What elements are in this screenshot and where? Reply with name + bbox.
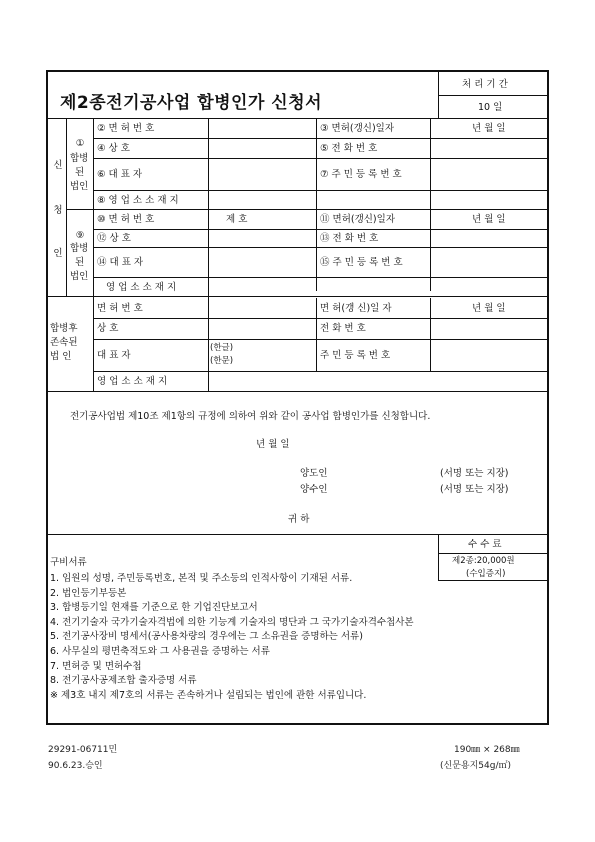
- document-item: 4. 전기기술자 국가기술자격법에 의한 기능계 기술자의 명단과 그 국가기술자격수첩사본: [50, 616, 414, 628]
- footer-size: 190㎜ × 268㎜: [454, 745, 520, 755]
- firm2-address-label: 영 업 소 소 재 지: [106, 282, 177, 293]
- firm1-row-line-2: [93, 158, 547, 159]
- applicant-label-1: 신: [53, 160, 63, 171]
- firm2-row-line-3: [93, 277, 547, 278]
- document-item: 5. 전기공사장비 명세서(공사용차량의 경우에는 그 소유권을 증명하는 서류): [50, 631, 363, 643]
- title-divider: [48, 118, 547, 119]
- mid-col-divider-b: [316, 298, 317, 371]
- right-col-divider-a: [430, 118, 431, 291]
- surviving-label-3: 법 인: [50, 351, 72, 362]
- surv-address-label: 영 업 소 소 재 지: [97, 376, 168, 387]
- document-item: 8. 전기공사공제조합 출자증명 서류: [50, 675, 197, 687]
- surv-rep-hangul[interactable]: (한글): [210, 343, 234, 353]
- surv-license-date-label: 면 허(갱 신)일 자: [320, 303, 392, 314]
- statement-text: 전기공사업법 제10조 제1항의 규정에 의하여 위와 같이 공사업 합병인가를 신청합니다.: [70, 411, 431, 422]
- surv-phone-label: 전 화 번 호: [320, 323, 366, 334]
- firm2-license-date-label: ⑪ 면허(갱신)일자: [320, 214, 395, 225]
- surv-reg-no-label: 주 민 등 록 번 호: [320, 350, 391, 361]
- surv-license-date-value[interactable]: 년 월 일: [472, 303, 506, 314]
- firm1-label-3: 법인: [70, 181, 89, 192]
- firm1-label-2: 된: [75, 167, 85, 178]
- surv-row-line-1: [93, 318, 547, 319]
- document-item: 2. 법인등기부등본: [50, 587, 127, 599]
- firm1-address-label: ⑧ 영 업 소 소 재 지: [97, 195, 179, 206]
- firm2-license-no-value[interactable]: 제 호: [226, 214, 248, 225]
- surviving-label-2: 존속된: [50, 337, 78, 348]
- fee-box-bottom: [438, 580, 547, 581]
- recipient-label: 귀 하: [288, 514, 310, 525]
- transferee-sign-note[interactable]: (서명 또는 지장): [440, 484, 509, 495]
- surv-license-no-label: 면 허 번 호: [97, 303, 143, 314]
- firm2-reg-no-label: ⑮ 주 민 등 록 번 호: [320, 257, 403, 268]
- firm2-license-date-value[interactable]: 년 월 일: [472, 214, 506, 225]
- firm2-row-line-1: [93, 229, 547, 230]
- document-item: 3. 합병등기일 현재를 기준으로 한 기업진단보고서: [50, 602, 258, 614]
- transferor-label: 양도인: [300, 468, 328, 479]
- surv-trade-name-label: 상 호: [97, 323, 119, 334]
- surviving-bottom-line: [48, 391, 547, 392]
- firm1-row-line-3: [93, 190, 547, 191]
- surviving-label-1: 합병후: [50, 323, 78, 334]
- firm1-license-no-label: ② 면 허 번 호: [97, 123, 155, 134]
- footer-approval: 90.6.23.승인: [48, 761, 103, 771]
- firm1-reg-no-label: ⑦ 주 민 등 록 번 호: [320, 169, 402, 180]
- fee-box-divider: [438, 534, 439, 580]
- document-item: 7. 면허증 및 면허수첩: [50, 660, 142, 672]
- applicant-col-divider: [66, 118, 67, 296]
- date-line[interactable]: 년 월 일: [256, 439, 290, 450]
- surv-representative-label: 대 표 자: [97, 350, 131, 361]
- firm2-phone-label: ⑬ 전 화 번 호: [320, 233, 379, 244]
- firm2-label-1: 합병: [70, 243, 89, 254]
- firm2-num: ⑨: [75, 230, 85, 241]
- fee-amount: 제2종:20,000원: [452, 556, 515, 566]
- processing-label: 처 리 기 간: [462, 79, 508, 90]
- surv-row-line-2: [93, 339, 547, 340]
- firm2-label-2: 된: [75, 257, 85, 268]
- firm2-row-line-2: [93, 247, 547, 248]
- surv-rep-hanja[interactable]: (한문): [210, 356, 234, 366]
- right-col-divider-b: [430, 298, 431, 371]
- firm1-license-date-label: ③ 면허(갱신)일자: [320, 123, 395, 134]
- firm2-trade-name-label: ⑫ 상 호: [97, 233, 131, 244]
- fee-label: 수 수 료: [468, 539, 502, 550]
- applicant-label-3: 인: [53, 248, 63, 259]
- document-item: 6. 사무실의 평면축적도와 그 사용권을 증명하는 서류: [50, 646, 270, 657]
- document-item: 1. 임원의 성명, 주민등록번호, 본적 및 주소등의 인적사항이 기재된 서류.: [50, 573, 353, 584]
- surv-row-line-3: [93, 371, 547, 372]
- firm1-row-line-1: [93, 138, 547, 139]
- processing-value: 10 일: [478, 102, 503, 113]
- statement-bottom-line: [48, 534, 547, 535]
- transferor-sign-note[interactable]: (서명 또는 지장): [440, 468, 509, 479]
- firm2-license-no-label: ⑩ 면 허 번 호: [97, 214, 155, 225]
- applicant-label-2: 청: [53, 205, 63, 216]
- firm1-representative-label: ⑥ 대 표 자: [97, 169, 143, 180]
- firm1-license-date-value[interactable]: 년 월 일: [472, 123, 506, 134]
- fee-box-mid: [438, 553, 547, 554]
- firm1-phone-label: ⑤ 전 화 번 호: [320, 143, 378, 154]
- fee-stamp: (수입증지): [466, 569, 506, 579]
- documents-heading: 구비서류: [50, 557, 87, 568]
- processing-mid-line: [438, 95, 547, 96]
- mid-col-divider-a: [316, 118, 317, 291]
- footer-paper: (신문용지54g/㎡): [440, 761, 511, 771]
- firm2-label-3: 법인: [70, 271, 89, 282]
- document-item: ※ 제3호 내지 제7호의 서류는 존속하거나 설립되는 법인에 관한 서류입니다.: [50, 689, 367, 701]
- firm1-trade-name-label: ④ 상 호: [97, 143, 130, 154]
- footer-code: 29291-06711민: [48, 745, 118, 755]
- firm1-num: ①: [75, 138, 85, 149]
- firm1-label-1: 합병: [70, 153, 89, 164]
- firm2-representative-label: ⑭ 대 표 자: [97, 257, 144, 268]
- applicant-bottom-line: [48, 296, 547, 297]
- form-title: 제2종전기공사업 합병인가 신청서: [60, 93, 323, 113]
- firm-divider: [66, 209, 547, 210]
- transferee-label: 양수인: [300, 484, 328, 495]
